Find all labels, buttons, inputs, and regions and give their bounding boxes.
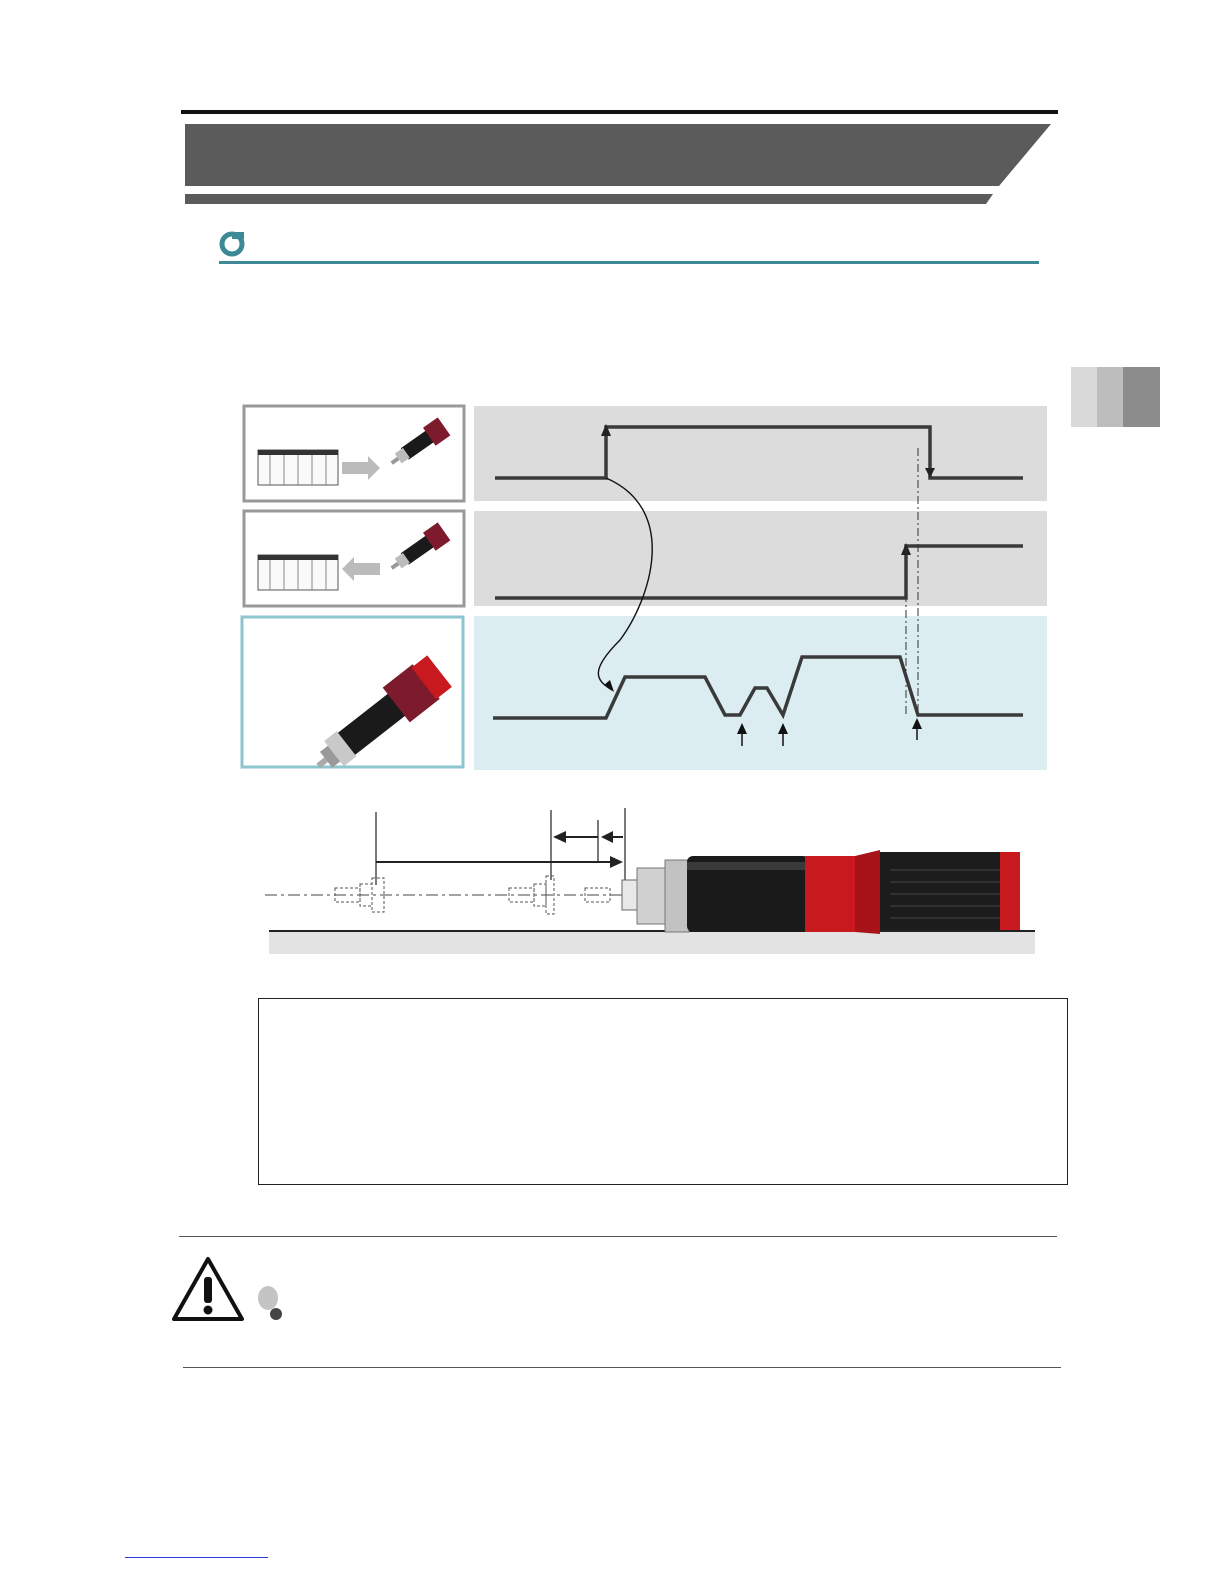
section-marker-icon bbox=[219, 230, 247, 258]
actuator-body bbox=[622, 850, 1020, 934]
lane-plc-output-background bbox=[474, 406, 1047, 501]
base-plate bbox=[269, 932, 1035, 954]
chapter-tab-segment bbox=[1123, 367, 1160, 427]
hint-bulb-icon bbox=[256, 1284, 286, 1324]
warning-triangle-icon bbox=[170, 1255, 246, 1323]
lane-actuator-output-background bbox=[474, 511, 1047, 606]
lane-actuator-motion-background bbox=[474, 616, 1047, 770]
chapter-index-tab[interactable] bbox=[1071, 367, 1160, 427]
header-sub-band bbox=[185, 194, 993, 204]
stroke-dimension-arrow bbox=[376, 856, 623, 868]
push-band-dimension-arrow bbox=[553, 831, 623, 843]
actuator-stroke-diagram bbox=[265, 800, 1040, 960]
header-main-band bbox=[185, 124, 1051, 186]
top-rule bbox=[181, 110, 1058, 114]
note-box bbox=[258, 998, 1068, 1185]
caution-bottom-rule bbox=[183, 1367, 1061, 1368]
section-rule bbox=[219, 261, 1039, 264]
chapter-header-band bbox=[181, 122, 1056, 210]
timing-chart bbox=[240, 400, 1050, 775]
chapter-tab-segment bbox=[1071, 367, 1097, 427]
chapter-tab-segment bbox=[1097, 367, 1123, 427]
caution-top-rule bbox=[179, 1236, 1057, 1237]
footer-link-underline[interactable] bbox=[125, 1557, 268, 1558]
